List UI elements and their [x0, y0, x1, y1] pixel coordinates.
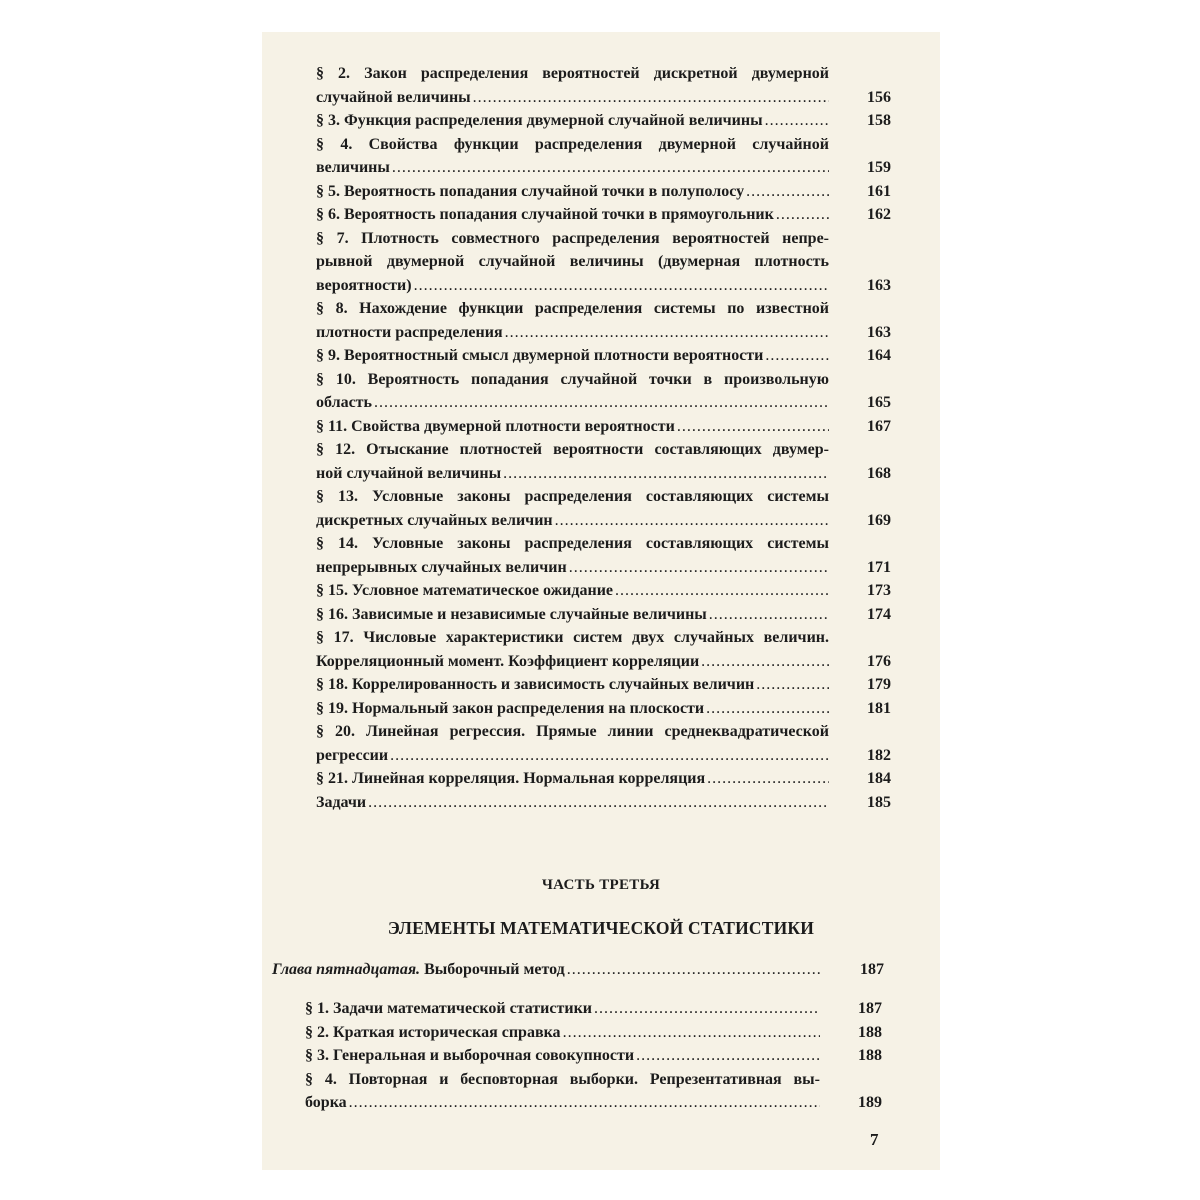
toc-page-number: 168	[867, 464, 891, 482]
chapter-prefix: Глава пятнадцатая.	[272, 961, 421, 978]
toc-entry-last-line	[305, 1091, 820, 1115]
toc-entry-text: § 15. Условное математическое ожидание	[316, 582, 614, 599]
dot-leader	[473, 86, 829, 110]
toc-entry	[316, 791, 891, 815]
chapter-entry	[272, 958, 884, 982]
toc-entry-last-line	[316, 791, 829, 815]
toc-page-number: 185	[867, 793, 891, 811]
toc-entry-last-line	[316, 274, 829, 298]
toc-page-number: 187	[858, 1000, 882, 1017]
toc-entry-last-line	[316, 697, 829, 721]
toc-entry-text: § 11. Свойства двумерной плотности вероятности	[316, 417, 675, 435]
toc-entry-text: § 2. Закон распределения вероятностей дискретной двумерной	[316, 65, 829, 82]
toc-entry	[316, 697, 891, 721]
toc-entry	[316, 297, 891, 344]
toc-entry-last-line	[316, 650, 829, 674]
chapter-sections	[305, 997, 882, 1115]
toc-entry	[316, 133, 891, 180]
dot-leader	[765, 344, 829, 368]
chapter-page: 187	[860, 961, 884, 978]
toc-entry-text: § 9. Вероятностный смысл двумерной плотности вероятности	[316, 347, 764, 364]
chapter-title: Выборочный метод	[424, 961, 565, 978]
toc-entry	[316, 720, 891, 767]
toc-entry	[305, 1044, 882, 1068]
dot-leader	[707, 767, 829, 791]
toc-entry-text: § 14. Условные законы распределения составляющих системы	[316, 535, 829, 552]
toc-entry-last-line	[316, 321, 829, 345]
dot-leader	[756, 673, 829, 697]
toc-entry-text: § 2. Краткая историческая справка	[305, 1023, 561, 1041]
dot-leader	[677, 415, 829, 439]
toc-entry-text: § 10. Вероятность попадания случайной точки в произвольную	[316, 370, 829, 388]
toc-entry-text: § 8. Нахождение функции распределения системы по известной	[316, 300, 829, 317]
toc-page-number: 158	[867, 112, 891, 129]
toc-page-number: 163	[867, 276, 891, 294]
part-label: ЧАСТЬ ТРЕТЬЯ	[541, 877, 661, 893]
dot-leader	[390, 744, 829, 768]
toc-entry-last-line	[316, 556, 829, 580]
dot-leader	[615, 579, 829, 603]
toc-entry	[305, 1068, 882, 1115]
toc-entry	[316, 227, 891, 298]
toc-entry-text: § 1. Задачи математической статистики	[305, 1000, 593, 1017]
toc-page-number: 182	[867, 746, 891, 764]
toc-entry-last-line	[305, 1044, 820, 1068]
toc-entry-last-line	[316, 744, 829, 768]
toc-page-number: 184	[867, 770, 891, 787]
toc-entry-text: непрерывных случайных величин	[316, 558, 567, 576]
dot-leader	[374, 391, 829, 415]
toc-entry-text: § 16. Зависимые и независимые случайные величины	[316, 605, 707, 623]
dot-leader	[555, 509, 829, 533]
toc-entry-text: борка	[305, 1094, 347, 1111]
toc-entry-last-line	[316, 391, 829, 415]
dot-leader	[709, 603, 829, 627]
toc-entry-last-line	[305, 997, 820, 1021]
toc-entry-text: § 4. Свойства функции распределения двумерной случайной	[316, 135, 829, 153]
toc-entry	[316, 203, 891, 227]
toc-entry-text: плотности распределения	[316, 323, 503, 341]
toc-entry-last-line	[316, 109, 829, 133]
toc-entry	[316, 626, 891, 673]
toc-entry-text: дискретных случайных величин	[316, 511, 553, 529]
toc-page-number: 156	[867, 88, 891, 106]
toc-entry-text: § 13. Условные законы распределения составляющих системы	[316, 488, 829, 505]
toc-page-number: 189	[858, 1094, 882, 1111]
toc-page-number: 181	[867, 699, 891, 717]
toc-entry	[316, 368, 891, 415]
toc-entry-last-line	[305, 1021, 820, 1045]
toc-entry	[316, 532, 891, 579]
toc-entry	[316, 109, 891, 133]
toc-page-number: 162	[867, 206, 891, 223]
toc-entry-last-line	[316, 415, 829, 439]
dot-leader	[594, 997, 820, 1021]
toc-entry-text: § 12. Отыскание плотностей вероятности составляющих двумер-	[316, 441, 829, 458]
toc-entry-text: § 3. Функция распределения двумерной случайной величины	[316, 112, 763, 129]
toc-entry-text: § 7. Плотность совместного распределения вероятностей непре-	[316, 229, 829, 247]
toc-entry-text: § 17. Числовые характеристики систем двух случайных величин.	[316, 629, 829, 646]
toc-entry-last-line	[316, 156, 829, 180]
dot-leader	[701, 650, 829, 674]
chapter-heading	[272, 958, 822, 982]
toc-page-number: 173	[867, 582, 891, 599]
toc-entry-last-line	[316, 673, 829, 697]
toc-entry	[305, 1021, 882, 1045]
dot-leader	[569, 556, 829, 580]
toc-entry-text: рывной двумерной случайной величины (двумерная плотность	[316, 253, 829, 270]
toc-entry-text: случайной величины	[316, 88, 471, 106]
toc-entry	[305, 997, 882, 1021]
toc-entry-text: вероятности)	[316, 276, 412, 294]
dot-leader	[746, 180, 829, 204]
dot-leader	[503, 462, 829, 486]
toc-entry	[316, 767, 891, 791]
dot-leader	[563, 1021, 820, 1045]
toc-page-number: 161	[867, 182, 891, 200]
toc-entry	[316, 438, 891, 485]
toc-entry-last-line	[316, 180, 829, 204]
toc-page-number: 179	[867, 676, 891, 693]
toc-page-number: 176	[867, 652, 891, 670]
toc-entry	[316, 579, 891, 603]
toc-entry	[316, 62, 891, 109]
toc-entry-text: Корреляционный момент. Коэффициент корреляции	[316, 652, 700, 670]
toc-entry-text: ной случайной величины	[316, 464, 502, 482]
dot-leader	[368, 791, 829, 815]
toc-entry-text: § 21. Линейная корреляция. Нормальная корреляция	[316, 770, 706, 787]
toc-entry-last-line	[316, 767, 829, 791]
table-of-contents	[316, 62, 891, 814]
page-number: 7	[870, 1130, 879, 1149]
toc-entry-text: § 20. Линейная регрессия. Прямые линии среднеквадратической	[316, 723, 829, 740]
toc-entry	[316, 603, 891, 627]
dot-leader	[706, 697, 829, 721]
dot-leader	[414, 274, 829, 298]
dot-leader	[567, 958, 822, 982]
toc-entry-text: § 19. Нормальный закон распределения на плоскости	[316, 699, 705, 717]
toc-entry-text: величины	[316, 159, 390, 176]
toc-entry-text: § 3. Генеральная и выборочная совокупности	[305, 1047, 635, 1064]
toc-page-number: 167	[867, 417, 891, 435]
toc-entry	[316, 180, 891, 204]
toc-page-number: 188	[858, 1047, 882, 1064]
toc-entry-last-line	[316, 509, 829, 533]
toc-entry-text: § 5. Вероятность попадания случайной точки в полуполосу	[316, 182, 745, 200]
toc-page-number: 188	[858, 1023, 882, 1041]
toc-entry-last-line	[316, 203, 829, 227]
toc-entry-text: § 4. Повторная и бесповторная выборки. Репрезентативная вы-	[305, 1070, 820, 1088]
toc-entry-last-line	[316, 344, 829, 368]
dot-leader	[505, 321, 829, 345]
toc-entry	[316, 485, 891, 532]
dot-leader	[636, 1044, 820, 1068]
dot-leader	[392, 156, 829, 180]
toc-entry-text: § 18. Коррелированность и зависимость случайных величин	[316, 676, 755, 693]
dot-leader	[776, 203, 829, 227]
toc-entry-text: § 6. Вероятность попадания случайной точки в прямоугольник	[316, 206, 774, 223]
toc-page-number: 169	[867, 511, 891, 529]
toc-entry-last-line	[316, 462, 829, 486]
toc-page-number: 163	[867, 323, 891, 341]
toc-entry-text: Задачи	[316, 793, 367, 811]
toc-entry-text: регрессии	[316, 746, 389, 764]
dot-leader	[765, 109, 829, 133]
toc-entry-last-line	[316, 579, 829, 603]
toc-entry	[316, 415, 891, 439]
toc-entry	[316, 673, 891, 697]
toc-page-number: 164	[867, 347, 891, 364]
toc-entry-last-line	[316, 86, 829, 110]
part-title: ЭЛЕМЕНТЫ МАТЕМАТИЧЕСКОЙ СТАТИСТИКИ	[387, 918, 815, 938]
toc-page-number: 159	[867, 159, 891, 176]
toc-entry	[316, 344, 891, 368]
toc-page-number: 174	[867, 605, 891, 623]
toc-entry-last-line	[316, 603, 829, 627]
toc-page-number: 165	[867, 394, 891, 411]
dot-leader	[349, 1091, 820, 1115]
toc-entry-text: область	[316, 394, 372, 411]
toc-page-number: 171	[867, 558, 891, 576]
